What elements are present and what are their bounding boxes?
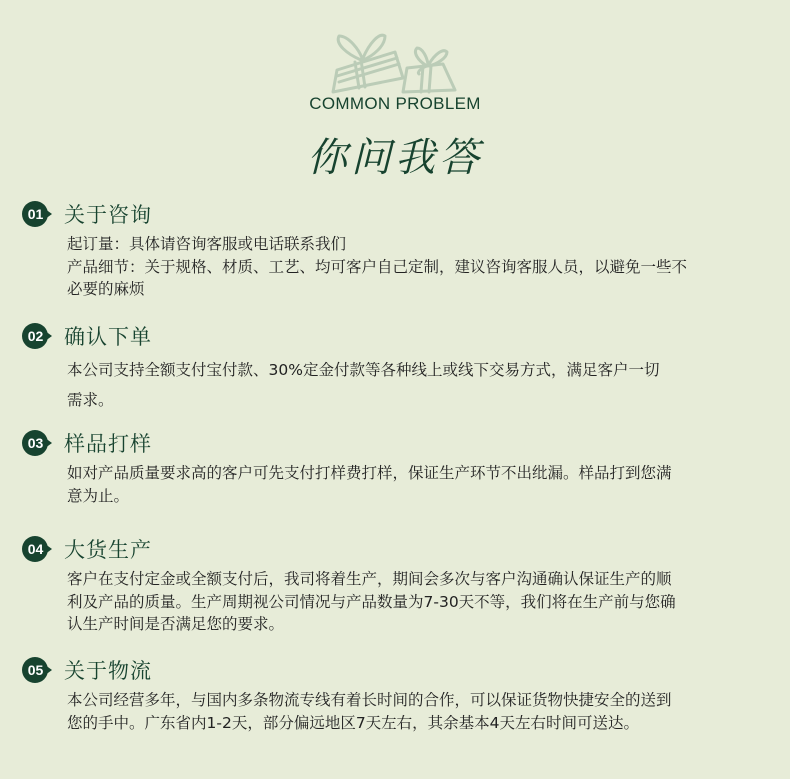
section-header: [22, 321, 772, 351]
body-line: 产品细节：关于规格、材质、工艺、均可客户自己定制，建议咨询客服人员，以避免一些不: [67, 257, 688, 276]
section-title: 关于咨询: [64, 203, 152, 227]
section-header: [22, 655, 772, 685]
section-body: [67, 233, 757, 301]
section-body: [67, 355, 757, 415]
body-line: 本公司经营多年，与国内多条物流专线有着长时间的合作，可以保证货物快捷安全的送到: [67, 691, 672, 709]
number-badge-icon: 05: [22, 657, 50, 683]
body-line: 客户在支付定金或全额支付后，我司将着生产，期间会多次与客户沟通确认保证生产的顺: [67, 570, 672, 588]
body-line: 必要的麻烦: [67, 280, 145, 298]
section-title: 关于物流: [64, 659, 152, 683]
section-body: [67, 689, 757, 734]
section-subtitle-en: COMMON PROBLEM: [309, 94, 481, 113]
number-badge-icon: 02: [22, 323, 50, 349]
body-line: 如对产品质量要求高的客户可先支付打样费打样，保证生产环节不出纰漏。样品打到您满: [67, 464, 672, 482]
section-header: [22, 428, 772, 458]
faq-section-production: [22, 534, 772, 636]
number-badge-icon: 01: [22, 201, 50, 227]
gift-boxes-icon: [325, 30, 475, 95]
section-title: 确认下单: [64, 325, 152, 349]
faq-section-order: [22, 321, 772, 415]
faq-section-consultation: [22, 199, 772, 301]
body-line: 您的手中。广东省内1-2天，部分偏远地区7天左右，其余基本4天左右时间可送达。: [67, 713, 640, 732]
number-badge-icon: 03: [22, 430, 50, 456]
section-body: [67, 568, 757, 636]
body-line: 意为止。: [67, 486, 130, 505]
section-title: 大货生产: [64, 538, 152, 562]
section-body: [67, 462, 757, 507]
page-header: [0, 0, 790, 190]
faq-section-logistics: [22, 655, 772, 734]
number-badge-icon: 04: [22, 536, 50, 562]
section-header: [22, 199, 772, 229]
body-line: 利及产品的质量。生产周期视公司情况与产品数量为7-30天不等，我们将在生产前与您确: [67, 592, 676, 611]
page-title: 你问我答: [307, 135, 483, 181]
body-line: 起订量：具体请咨询客服或电话联系我们: [67, 235, 347, 253]
faq-section-sample: [22, 428, 772, 507]
body-line: 需求。: [67, 391, 114, 409]
section-header: [22, 534, 772, 564]
section-title: 样品打样: [64, 432, 152, 456]
body-line: 本公司支持全额支付宝付款、30%定金付款等各种线上或线下交易方式，满足客户一切: [67, 361, 660, 379]
body-line: 认生产时间是否满足您的要求。: [67, 615, 285, 633]
